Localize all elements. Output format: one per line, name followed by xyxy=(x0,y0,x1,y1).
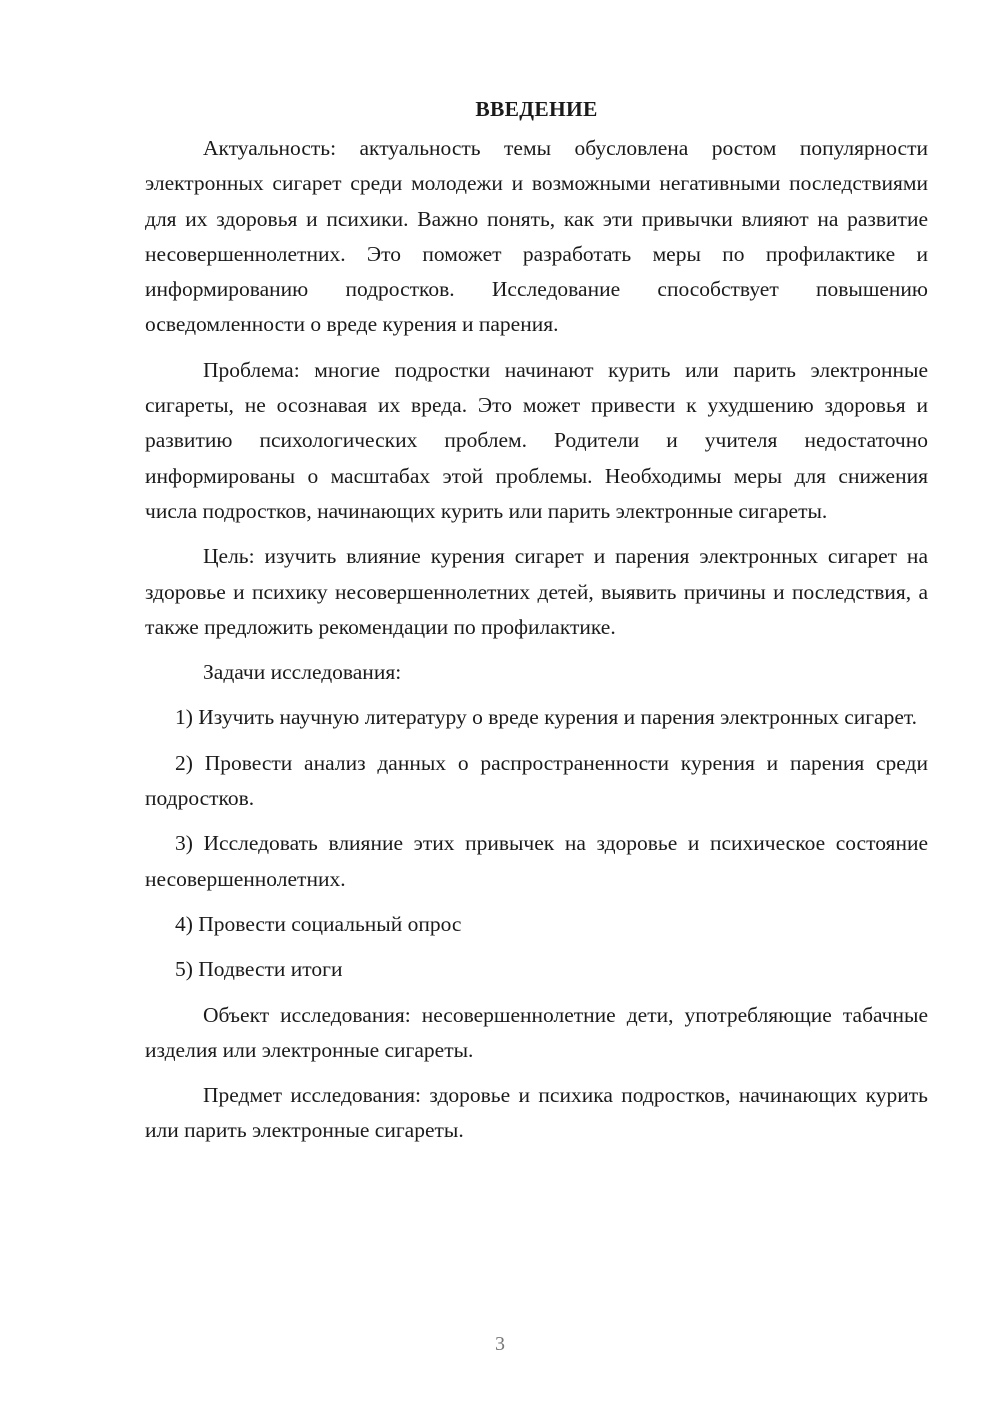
goal-paragraph: Цель: изучить влияние курения сигарет и парения электронных сигарет на здоровье и психику несовершеннолетних детей, выявить причины и последствия, а также предложить рекомендации по профилактике. xyxy=(145,544,928,639)
page-number: 3 xyxy=(495,1333,505,1355)
subject-paragraph: Предмет исследования: здоровье и психика подростков, начинающих курить или парить электронные сигареты. xyxy=(145,1083,928,1143)
document-page xyxy=(145,92,928,1159)
tasks-heading: Задачи исследования: xyxy=(203,660,402,685)
object-paragraph: Объект исследования: несовершеннолетние дети, употребляющие табачные изделия или электронные сигареты. xyxy=(145,1002,928,1062)
task-item: 1) Изучить научную литературу о вреде курения и парения электронных сигарет. xyxy=(175,705,918,730)
relevance-paragraph: Актуальность: актуальность темы обусловлена ростом популярности электронных сигарет среди молодежи и возможными негативными последствиями для их здоровья и психики. Важно понять, как эти привычки влияют на развитие несовершеннолетних. Это поможет разработать меры по профилактике и информированию подростков. Исследование способствует повышению осведомленности о вреде курения и парения. xyxy=(145,136,928,337)
task-item: 2) Провести анализ данных о распространенности курения и парения среди подростков. xyxy=(145,750,928,811)
problem-paragraph: Проблема: многие подростки начинают курить или парить электронные сигареты, не осознавая их вреда. Это может привести к ухудшению здоровья и развитию психологических проблем. Родители и учителя недостаточно информированы о масштабах этой проблемы. Необходимы меры для снижения числа подростков, начинающих курить или парить электронные сигареты. xyxy=(145,357,928,523)
page-title: ВВЕДЕНИЕ xyxy=(475,97,598,121)
task-item: 5) Подвести итоги xyxy=(175,957,343,982)
task-item: 4) Провести социальный опрос xyxy=(175,911,462,936)
task-item: 3) Исследовать влияние этих привычек на здоровье и психическое состояние несовершеннолетних. xyxy=(145,831,928,891)
